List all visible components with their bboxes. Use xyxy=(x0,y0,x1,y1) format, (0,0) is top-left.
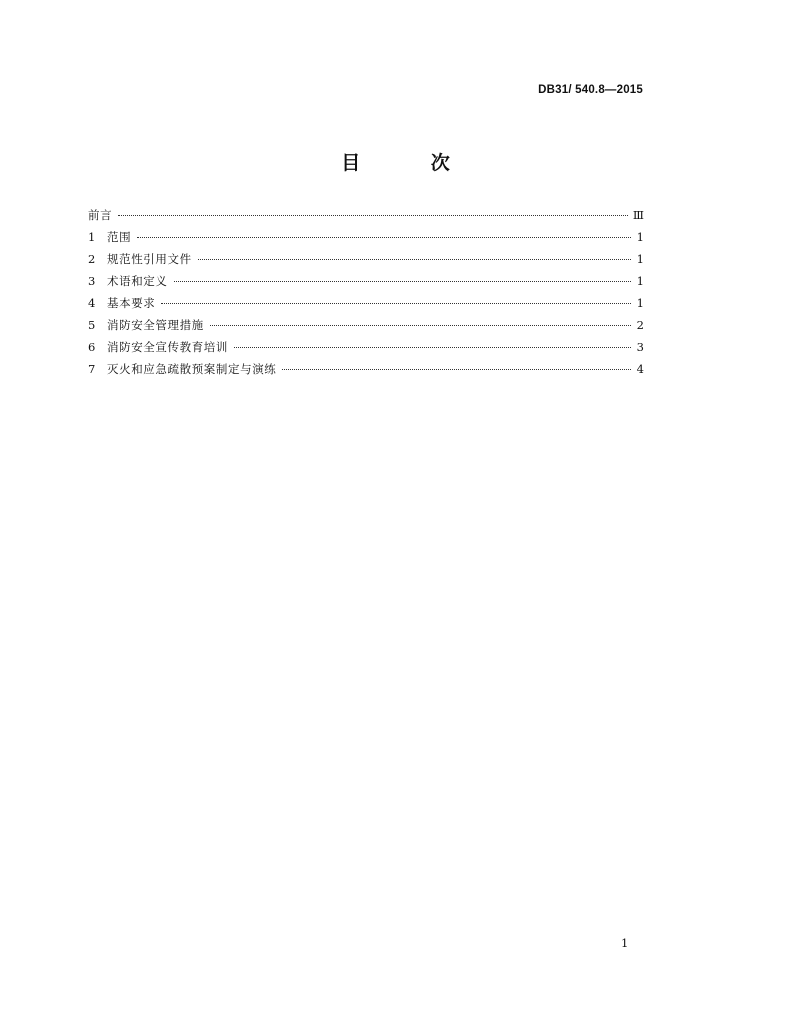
toc-entry-page: 2 xyxy=(636,318,644,332)
document-code: DB31/ 540.8—2015 xyxy=(538,84,643,96)
toc-leader-dots xyxy=(174,280,632,282)
toc-entry-1[interactable] xyxy=(88,226,644,248)
toc-entry-page: Ⅲ xyxy=(632,208,644,222)
toc-leader-dots xyxy=(210,324,631,326)
toc-entry-page: 1 xyxy=(636,230,644,244)
toc-leader-dots xyxy=(234,346,631,348)
toc-entry-6[interactable] xyxy=(88,336,644,358)
toc-entry-label: 消防安全宣传教育培训 xyxy=(107,340,228,354)
toc-entry-number: 4 xyxy=(88,296,96,310)
toc-title: 目 次 xyxy=(341,152,482,174)
toc-entry-2[interactable] xyxy=(88,248,644,270)
toc-entry-7[interactable] xyxy=(88,358,644,380)
toc-entry-number: 2 xyxy=(88,252,96,266)
toc-leader-dots xyxy=(198,258,631,260)
toc-entry-label: 规范性引用文件 xyxy=(107,252,192,266)
toc-entry-label: 范围 xyxy=(107,230,132,244)
toc-leader-dots xyxy=(282,368,631,370)
toc-entry-label: 灭火和应急疏散预案制定与演练 xyxy=(107,362,277,376)
toc-entry-label: 术语和定义 xyxy=(107,274,168,288)
toc-entry-page: 4 xyxy=(636,362,644,376)
toc-entry-number: 3 xyxy=(88,274,96,288)
toc-leader-dots xyxy=(137,236,631,238)
toc-entry-page: 1 xyxy=(636,274,644,288)
toc-leader-dots xyxy=(118,214,628,216)
page-number: 1 xyxy=(621,936,629,950)
toc-entry-number: 5 xyxy=(88,318,96,332)
toc-entry-foreword[interactable] xyxy=(88,204,644,226)
toc-leader-dots xyxy=(161,302,631,304)
table-of-contents xyxy=(88,204,644,380)
toc-entry-page: 1 xyxy=(636,296,644,310)
toc-entry-number: 7 xyxy=(88,362,96,376)
toc-entry-label: 基本要求 xyxy=(107,296,156,310)
toc-entry-label: 消防安全管理措施 xyxy=(107,318,204,332)
toc-entry-number: 6 xyxy=(88,340,96,354)
toc-entry-3[interactable] xyxy=(88,270,644,292)
toc-entry-page: 1 xyxy=(636,252,644,266)
toc-entry-4[interactable] xyxy=(88,292,644,314)
toc-entry-5[interactable] xyxy=(88,314,644,336)
toc-entry-page: 3 xyxy=(636,340,644,354)
toc-entry-number: 1 xyxy=(88,230,96,244)
toc-entry-label: 前言 xyxy=(88,208,113,222)
